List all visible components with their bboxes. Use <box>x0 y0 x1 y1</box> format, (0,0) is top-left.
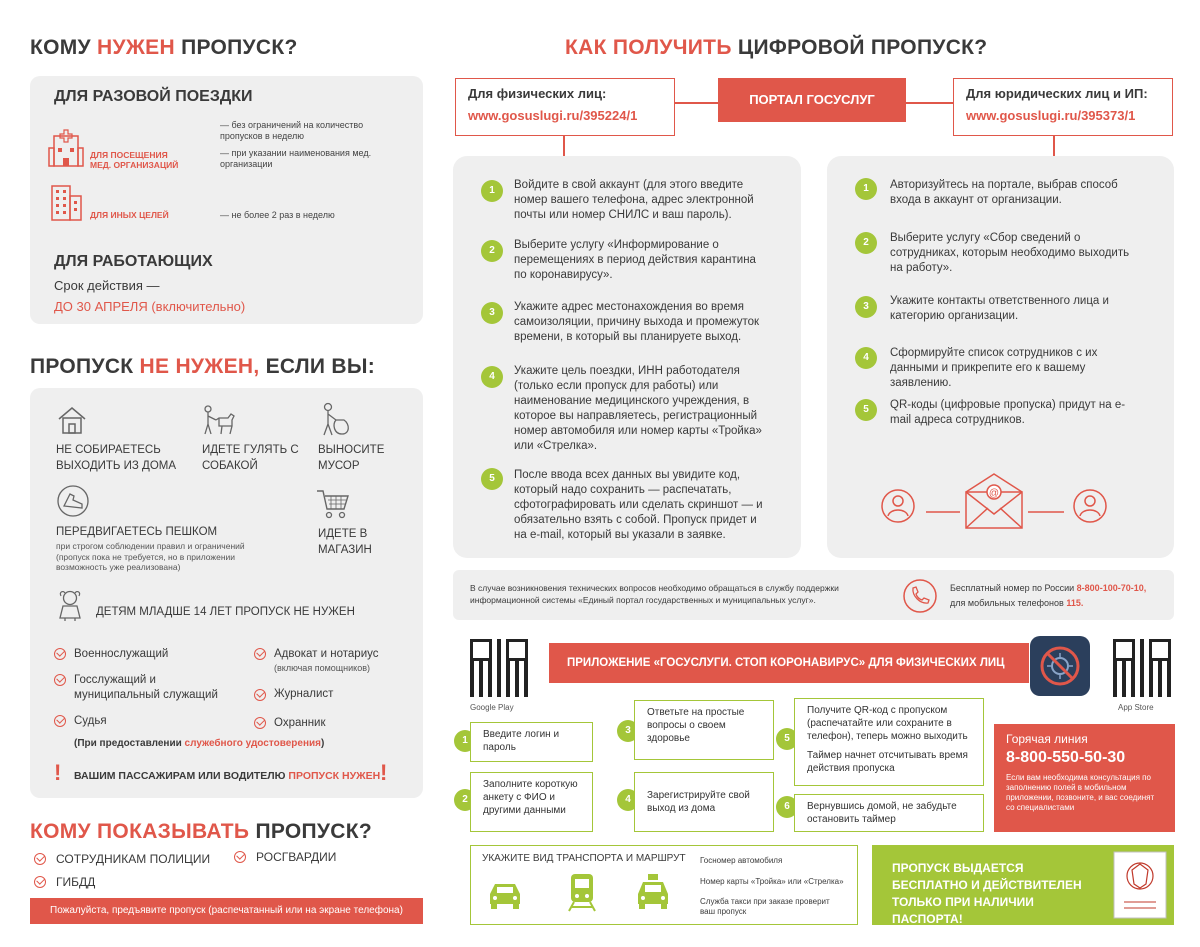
ind-step-2: Выберите услугу «Информирование о перемещениях в период действия карантина по коронавирусу». <box>514 239 756 281</box>
ind-step-3: Укажите адрес местонахождения во время самоизоляции, причину выхода и промежуток времени, в который вы планируете выход. <box>514 301 760 343</box>
exempt-journalist: Журналист <box>274 688 334 700</box>
check-icon <box>54 715 66 727</box>
check-icon <box>254 717 266 729</box>
exempt-judge: Судья <box>74 715 107 727</box>
step-number: 2 <box>855 232 877 254</box>
step-number: 1 <box>855 178 877 200</box>
step-number: 5 <box>855 399 877 421</box>
taxi-icon <box>634 872 672 912</box>
phone-icon <box>902 578 938 614</box>
other-note: — не более 2 раз в неделю <box>220 210 335 220</box>
hotline-title: Горячая линия <box>1006 732 1088 746</box>
legal-step-1: Авторизуйтесь на портале, выбрав способ входа в аккаунт от организации. <box>890 179 1118 206</box>
check-icon <box>234 851 246 863</box>
case-dog: ИДЕТЕ ГУЛЯТЬ С СОБАКОЙ <box>202 444 299 472</box>
ind-step-5: После ввода всех данных вы увидите код, который надо сохранить — распечатать, сфотографировать или сделать скриншот — и обязательно взять с собой. Пропуск придет и на e-mail, который вы указали в заявке. <box>514 469 763 541</box>
app-banner: ПРИЛОЖЕНИЕ «ГОСУСЛУГИ. СТОП КОРОНАВИРУС» ДЛЯ ФИЗИЧЕСКИХ ЛИЦ <box>549 643 1029 683</box>
show-footer: Пожалуйста, предъявите пропуск (распечатанный или на экране телефона) <box>30 898 423 924</box>
individuals-box <box>455 78 675 136</box>
step-number: 3 <box>855 296 877 318</box>
show-guard: РОСГВАРДИИ <box>256 850 337 864</box>
case-walk: ПЕРЕДВИГАЕТЕСЬ ПЕШКОМ <box>56 526 218 538</box>
individuals-label: Для физических лиц: <box>468 86 607 101</box>
legal-step-3: Укажите контакты ответственного лица и категорию организации. <box>890 295 1109 322</box>
train-icon <box>566 872 598 912</box>
case-walk-note: при строгом соблюдении правил и ограничений (пропуск пока не требуется, но в приложении возможность уже реализована) <box>56 541 245 572</box>
portal-badge: ПОРТАЛ ГОСУСЛУГ <box>718 78 906 122</box>
app-step-6: Вернувшись домой, не забудьте остановить таймер <box>794 794 984 832</box>
app-step-5a: Получите QR-код с пропуском (распечатайте или сохраните в телефон), теперь можно выходить <box>807 705 968 742</box>
hotline-box <box>994 724 1175 832</box>
working-validity: Срок действия — <box>54 278 160 293</box>
hotline-phone[interactable]: 8-800-550-50-30 <box>1006 749 1126 766</box>
house-icon <box>56 404 88 436</box>
support-phone: Бесплатный номер по России 8-800-100-70-10, <box>950 583 1147 593</box>
step-number: 5 <box>776 728 798 750</box>
exempt-civil: Госслужащий и муниципальный служащий <box>74 674 218 701</box>
connector-line <box>905 102 953 104</box>
step-number: 1 <box>481 180 503 202</box>
legal-step-5: QR-коды (цифровые пропуска) придут на e-mail адреса сотрудников. <box>890 399 1126 426</box>
step-number: 4 <box>855 347 877 369</box>
legal-step-4: Сформируйте список сотрудников с их данными и прикрепите его к вашему заявлению. <box>890 347 1098 389</box>
other-label: ДЛЯ ИНЫХ ЦЕЛЕЙ <box>90 210 169 220</box>
case-home: НЕ СОБИРАЕТЕСЬ ВЫХОДИТЬ ИЗ ДОМА <box>56 444 177 472</box>
svg-text:@: @ <box>988 488 1000 499</box>
step-number: 6 <box>776 796 798 818</box>
exempt-guard: Охранник <box>274 717 326 729</box>
trash-icon <box>318 402 350 436</box>
show-police: СОТРУДНИКАМ ПОЛИЦИИ <box>56 852 211 866</box>
step-number: 1 <box>454 730 476 752</box>
support-mobile: для мобильных телефонов 115. <box>950 598 1084 608</box>
building-icon <box>48 184 84 222</box>
not-needed-title: ПРОПУСК НЕ НУЖЕН, ЕСЛИ ВЫ: <box>30 355 376 378</box>
step-number: 3 <box>481 302 503 324</box>
app-step-1: Введите логин и пароль <box>470 722 593 762</box>
connector-line <box>563 136 565 156</box>
hotline-note: Если вам необходима консультация по заполнению полей в мобильном приложении, позвоните, и вас соединят со специалистами <box>1006 773 1155 812</box>
medical-note-1: — без ограничений на количество пропусков в неделю <box>220 120 364 141</box>
case-trash: ВЫНОСИТЕ МУСОР <box>318 444 385 472</box>
exempt-lawyer-note: (включая помощников) <box>274 663 370 673</box>
app-step-5 <box>794 698 984 786</box>
case-children: ДЕТЯМ МЛАДШЕ 14 ЛЕТ ПРОПУСК НЕ НУЖЕН <box>96 606 355 618</box>
exempt-note: (При предоставлении служебного удостоверения) <box>74 738 325 749</box>
transport-taxi: Служба такси при заказе проверит ваш пропуск <box>700 897 830 916</box>
exclamation-icon: ! <box>380 760 388 785</box>
app-store-label: App Store <box>1118 703 1154 712</box>
transport-car: Госномер автомобиля <box>700 856 783 865</box>
exempt-military: Военнослужащий <box>74 648 169 660</box>
email-distribution-icon <box>878 472 1110 532</box>
shoe-icon <box>56 484 90 518</box>
check-icon <box>254 648 266 660</box>
show-gibdd: ГИБДД <box>56 875 96 889</box>
step-number: 2 <box>454 789 476 811</box>
who-needs-title: КОМУ НУЖЕН ПРОПУСК? <box>30 36 298 59</box>
passengers-note: ВАШИМ ПАССАЖИРАМ ИЛИ ВОДИТЕЛЮ ПРОПУСК НУЖЕН <box>74 770 381 782</box>
passport-icon <box>1112 850 1168 920</box>
google-play-label: Google Play <box>470 703 514 712</box>
check-icon <box>34 853 46 865</box>
check-icon <box>254 689 266 701</box>
transport-title: УКАЖИТЕ ВИД ТРАНСПОРТА И МАРШРУТ <box>482 853 686 864</box>
connector-line <box>675 102 720 104</box>
check-icon <box>54 674 66 686</box>
child-icon <box>56 590 84 622</box>
case-shop: ИДЕТЕ В МАГАЗИН <box>318 528 372 556</box>
check-icon <box>34 876 46 888</box>
working-until: ДО 30 АПРЕЛЯ (включительно) <box>54 299 246 314</box>
show-to-title: КОМУ ПОКАЗЫВАТЬ ПРОПУСК? <box>30 820 373 843</box>
legal-url[interactable]: www.gosuslugi.ru/395373/1 <box>966 108 1136 123</box>
ind-step-1: Войдите в свой аккаунт (для этого введите номер вашего телефона, адрес электронной почты или номер СНИЛС и ваш пароль). <box>514 179 754 221</box>
working-title: ДЛЯ РАБОТАЮЩИХ <box>54 253 213 270</box>
transport-card: Номер карты «Тройка» или «Стрелка» <box>700 877 844 886</box>
cart-icon <box>316 488 350 520</box>
step-number: 2 <box>481 240 503 262</box>
stop-virus-icon <box>1030 636 1090 696</box>
exempt-lawyer: Адвокат и нотариус <box>274 648 379 660</box>
car-icon <box>486 876 524 912</box>
free-pass-text: ПРОПУСК ВЫДАЕТСЯ БЕСПЛАТНО И ДЕЙСТВИТЕЛЕН ТОЛЬКО ПРИ НАЛИЧИИ ПАСПОРТА! <box>892 861 1082 926</box>
legal-box <box>953 78 1173 136</box>
legal-step-2: Выберите услугу «Сбор сведений о сотрудниках, которым необходимо выходить на работу». <box>890 232 1130 274</box>
app-step-4: Зарегистрируйте свой выход из дома <box>634 772 774 832</box>
check-icon <box>54 648 66 660</box>
medical-note-2: — при указании наименования мед. организации <box>220 148 372 169</box>
hospital-icon <box>48 128 84 168</box>
support-text: В случае возникновения технических вопросов необходимо обращаться в службу поддержки информационной системы «Единый портал государственных и муниципальных услуг». <box>470 583 839 605</box>
step-number: 5 <box>481 468 503 490</box>
step-number: 3 <box>617 720 639 742</box>
qr-code-apple[interactable] <box>1113 639 1171 697</box>
step-number: 4 <box>481 366 503 388</box>
qr-code-google[interactable] <box>470 639 528 697</box>
legal-label: Для юридических лиц и ИП: <box>966 86 1148 101</box>
how-get-title: КАК ПОЛУЧИТЬ ЦИФРОВОЙ ПРОПУСК? <box>565 36 988 59</box>
exclamation-icon: ! <box>54 760 62 785</box>
ind-step-4: Укажите цель поездки, ИНН работодателя (только если пропуск для работы) или наименование медицинского учреждения, в которое вы направляетесь, регистрационный номер автомобиля или номер карты «Тройка» или «Стрелка». <box>514 365 762 452</box>
step-number: 4 <box>617 789 639 811</box>
medical-label: ДЛЯ ПОСЕЩЕНИЯ МЕД. ОРГАНИЗАЦИЙ <box>90 150 179 170</box>
app-step-2: Заполните короткую анкету с ФИО и другими данными <box>470 772 593 832</box>
app-step-3: Ответьте на простые вопросы о своем здоровье <box>634 700 774 760</box>
individuals-url[interactable]: www.gosuslugi.ru/395224/1 <box>468 108 638 123</box>
app-icon[interactable] <box>1030 636 1090 696</box>
dog-icon <box>202 404 236 436</box>
single-trip-title: ДЛЯ РАЗОВОЙ ПОЕЗДКИ <box>54 88 253 105</box>
app-step-5b: Таймер начнет отсчитывать время действия пропуска <box>807 750 968 774</box>
connector-line <box>1053 136 1055 156</box>
